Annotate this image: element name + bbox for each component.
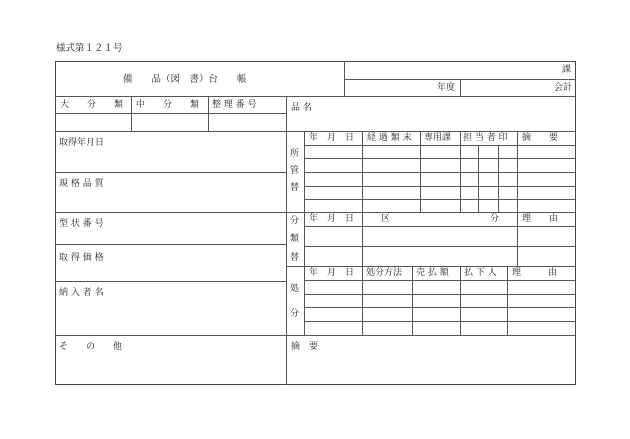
- supplier-label: 納 入 者 名: [59, 288, 104, 298]
- division-label: 課: [562, 65, 572, 75]
- serial-number-label: 整 理 番 号: [212, 100, 257, 110]
- reclass-col-date: 年 月 日: [309, 214, 355, 224]
- fiscal-year-label: 年度: [437, 83, 456, 93]
- disposal-col-reason: 理 由: [512, 268, 558, 278]
- transfer-side-1: 所: [290, 149, 300, 159]
- transfer-col-dept: 専用課: [424, 133, 452, 143]
- item-name-label: 品 名: [291, 103, 312, 113]
- model-number-label: 型 状 番 号: [59, 219, 104, 229]
- transfer-col-seal: 担 当 者 印: [463, 133, 508, 143]
- disposal-col-method: 処分方法: [366, 268, 403, 278]
- reclass-col-reason: 理 由: [522, 214, 559, 224]
- disposal-side-2: 分: [290, 309, 300, 319]
- transfer-side-2: 管: [290, 166, 300, 176]
- acquisition-date-label: 取得年月日: [59, 138, 105, 148]
- form-number: 様式第１２１号: [56, 43, 123, 54]
- transfer-col-remarks: 摘 要: [522, 133, 559, 143]
- middle-category-label: 中 分 類: [136, 100, 200, 110]
- summary-label: 摘 要: [291, 342, 319, 352]
- acquisition-price-label: 取 得 価 格: [59, 253, 104, 263]
- transfer-side-3: 替: [290, 183, 300, 193]
- transfer-col-date: 年 月 日: [309, 133, 355, 143]
- account-label: 会計: [554, 83, 573, 93]
- disposal-col-date: 年 月 日: [309, 268, 355, 278]
- reclass-col-ku: 区: [381, 214, 391, 224]
- spec-quality-label: 規 格 品 質: [59, 179, 104, 189]
- reclass-side-1: 分: [290, 216, 300, 226]
- disposal-col-buyer: 払 下 人: [464, 268, 497, 278]
- reclass-side-2: 類: [290, 234, 300, 244]
- ledger-title: 備 品（図 書）台 帳: [123, 74, 247, 85]
- other-label: そ の 他: [59, 342, 123, 352]
- transfer-col-elapsed: 経 過 類 末: [367, 133, 412, 143]
- reclass-col-bun: 分: [490, 214, 500, 224]
- major-category-label: 大 分 類: [60, 100, 124, 110]
- disposal-col-amount: 売 払 額: [416, 268, 449, 278]
- disposal-side-1: 処: [290, 284, 300, 294]
- reclass-side-3: 替: [290, 253, 300, 263]
